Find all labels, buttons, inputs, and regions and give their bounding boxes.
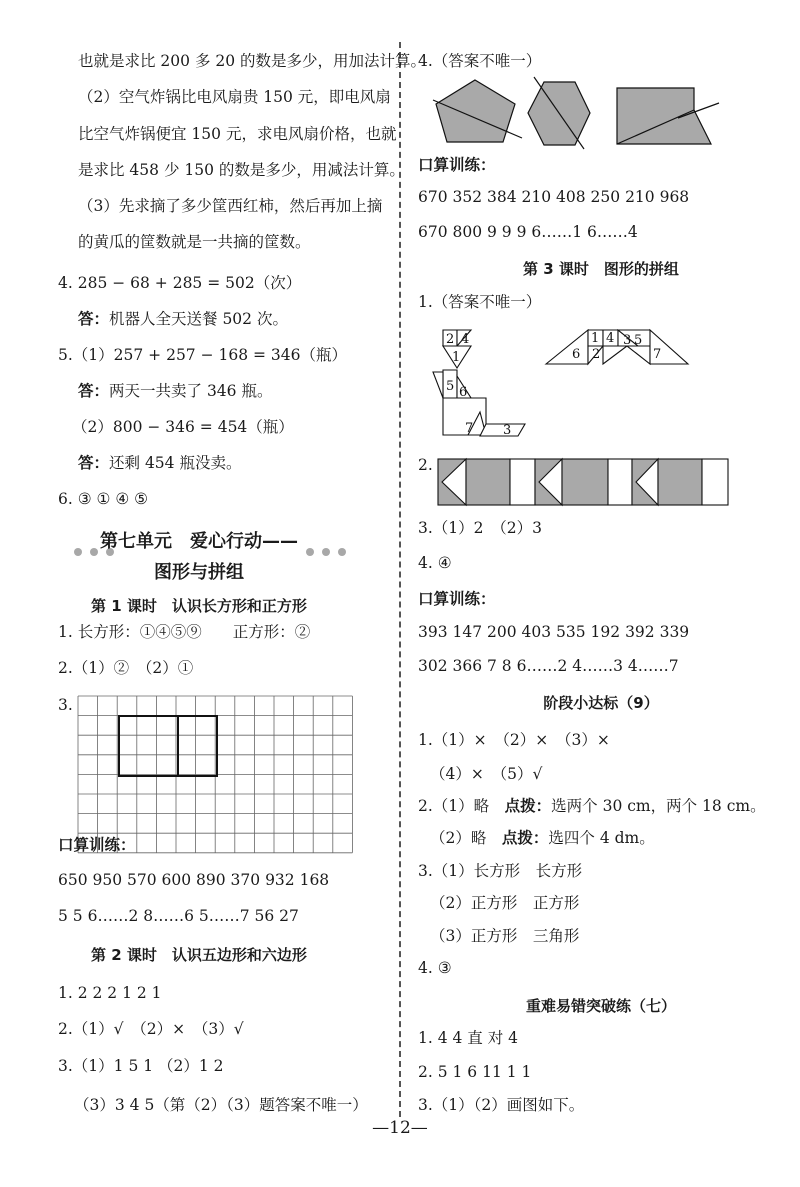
tangram-label: 7 xyxy=(653,347,662,362)
hard-q1: 1. 4 4 直 对 4 xyxy=(418,1029,519,1047)
tangram-label: 5 xyxy=(446,379,455,394)
unit-title-line2: 图形与拼组 xyxy=(154,562,244,583)
stage-q3a: 3.（1）长方形 长方形 xyxy=(418,862,583,880)
text-line: （3）先求摘了多少筐西红柿，然后再加上摘 xyxy=(78,197,383,215)
oral-training-title: 口算训练： xyxy=(418,156,496,174)
hard-q2: 2. 5 1 6 11 1 1 xyxy=(418,1063,532,1081)
lesson2-q2: 2.（1）√ （2）× （3）√ xyxy=(58,1020,244,1038)
hint-text: 选四个 4 dm。 xyxy=(548,829,655,847)
tangram-label: 6 xyxy=(572,347,581,362)
strip-cell xyxy=(658,459,702,505)
answer-text: 2.（1）略 xyxy=(418,797,505,815)
hint-label: 点拨： xyxy=(501,829,549,847)
stage-q2b xyxy=(430,828,655,848)
stage-q4: 4. ③ xyxy=(418,959,452,977)
lesson3-q3: 3.（1）2 （2）3 xyxy=(418,519,542,537)
lesson2-q3b: （3）3 4 5（第（2）（3）题答案不唯一） xyxy=(74,1096,368,1114)
hint-text: 选两个 30 cm，两个 18 cm。 xyxy=(551,797,766,815)
stage-q3b: （2）正方形 正方形 xyxy=(430,894,580,912)
tangram-label: 3 xyxy=(503,423,512,438)
text-line: 比空气炸锅便宜 150 元，求电风扇价格，也就 xyxy=(78,125,397,143)
lesson-2-title: 第 2 课时 认识五边形和六边形 xyxy=(91,946,307,964)
hard-practice-title: 重难易错突破练（七） xyxy=(525,997,676,1015)
oral-row: 670 352 384 210 408 250 210 968 xyxy=(418,188,690,206)
strip-cell xyxy=(466,459,510,505)
lesson2-q3: 3.（1）1 5 1 （2）1 2 xyxy=(58,1057,224,1075)
answer-text: 还剩 454 瓶没卖。 xyxy=(109,454,242,472)
tangram-label: 4 xyxy=(606,331,615,346)
lesson1-q1: 1. 长方形：①④⑤⑨ 正方形：② xyxy=(58,623,311,641)
answer-text: 两天一共卖了 346 瓶。 xyxy=(109,382,273,400)
oral-row: 650 950 570 600 890 370 932 168 xyxy=(58,871,330,889)
lesson1-q2: 2.（1）② （2）① xyxy=(58,659,194,677)
lesson3-q4: 4. ④ xyxy=(418,554,452,572)
answer-label: 答： xyxy=(78,454,110,472)
text-line: 是求比 458 少 150 的数是多少，用减法计算。 xyxy=(78,161,405,179)
lesson-1-title: 第 1 课时 认识长方形和正方形 xyxy=(91,597,307,615)
drawn-rectangle xyxy=(119,716,217,776)
text-line: （2）空气炸锅比电风扇贵 150 元，即电风扇 xyxy=(78,88,391,106)
hard-q3: 3.（1）（2）画图如下。 xyxy=(418,1096,585,1114)
lesson3-q2-label: 2. xyxy=(418,456,433,474)
oral-training-title: 口算训练： xyxy=(418,590,496,608)
lesson1-q3-label: 3. xyxy=(58,696,73,714)
text-line: 的黄瓜的筐数就是一共摘的筐数。 xyxy=(78,233,311,251)
oral-row: 302 366 7 8 6……2 4……3 4……7 xyxy=(418,657,679,675)
tangram-label: 1 xyxy=(591,331,600,346)
lesson3-q1: 1.（答案不唯一） xyxy=(418,293,542,311)
tangram-label: 6 xyxy=(459,385,468,400)
question-6: 6. ③ ① ④ ⑤ xyxy=(58,490,149,508)
answer-text: 机器人全天送餐 502 次。 xyxy=(109,310,288,328)
question-5-2: （2）800 − 346 = 454（瓶） xyxy=(72,418,294,436)
stage-q2a xyxy=(418,796,766,816)
strip-cell xyxy=(608,459,632,505)
stage-q1a: 1.（1）× （2）× （3）× xyxy=(418,731,610,749)
stage-q1b: （4）× （5）√ xyxy=(430,765,543,783)
strip-cell xyxy=(510,459,535,505)
oral-row: 393 147 200 403 535 192 392 339 xyxy=(418,623,690,641)
lesson-3-title: 第 3 课时 图形的拼组 xyxy=(523,260,679,278)
stage-q3c: （3）正方形 三角形 xyxy=(430,927,580,945)
tangram-label: 5 xyxy=(634,333,643,348)
question-4: 4. 285 − 68 + 285 = 502（次） xyxy=(58,274,302,292)
oral-training-title: 口算训练： xyxy=(58,836,136,854)
unit-title-line1: 第七单元 爱心行动—— xyxy=(100,531,298,552)
tangram-label: 2 xyxy=(592,347,601,362)
oral-row: 670 800 9 9 9 6……1 6……4 xyxy=(418,223,638,241)
page-number: —12— xyxy=(372,1118,428,1138)
answer-text: （2）略 xyxy=(430,829,502,847)
strip-cell xyxy=(562,459,608,505)
tangram-label: 3 xyxy=(623,333,632,348)
strip-cells xyxy=(438,459,728,505)
oral-row: 5 5 6……2 8……6 5……7 56 27 xyxy=(58,907,299,925)
tangram-label: 7 xyxy=(465,421,474,436)
stage-title: 阶段小达标（9） xyxy=(543,694,659,712)
text-line: 也就是求比 200 多 20 的数是多少，用加法计算。 xyxy=(78,52,427,70)
strip-cell xyxy=(702,459,728,505)
right-q4: 4.（答案不唯一） xyxy=(418,52,542,70)
answer-label: 答： xyxy=(78,310,110,328)
tangram-label: 4 xyxy=(461,332,470,347)
answer-label: 答： xyxy=(78,382,110,400)
hint-label: 点拨： xyxy=(504,797,552,815)
tangram-label: 1 xyxy=(452,350,461,365)
lesson2-q1: 1. 2 2 2 1 2 1 xyxy=(58,984,162,1002)
question-5-1: 5.（1）257 + 257 − 168 = 346（瓶） xyxy=(58,346,348,364)
tangram-label: 2 xyxy=(446,332,455,347)
